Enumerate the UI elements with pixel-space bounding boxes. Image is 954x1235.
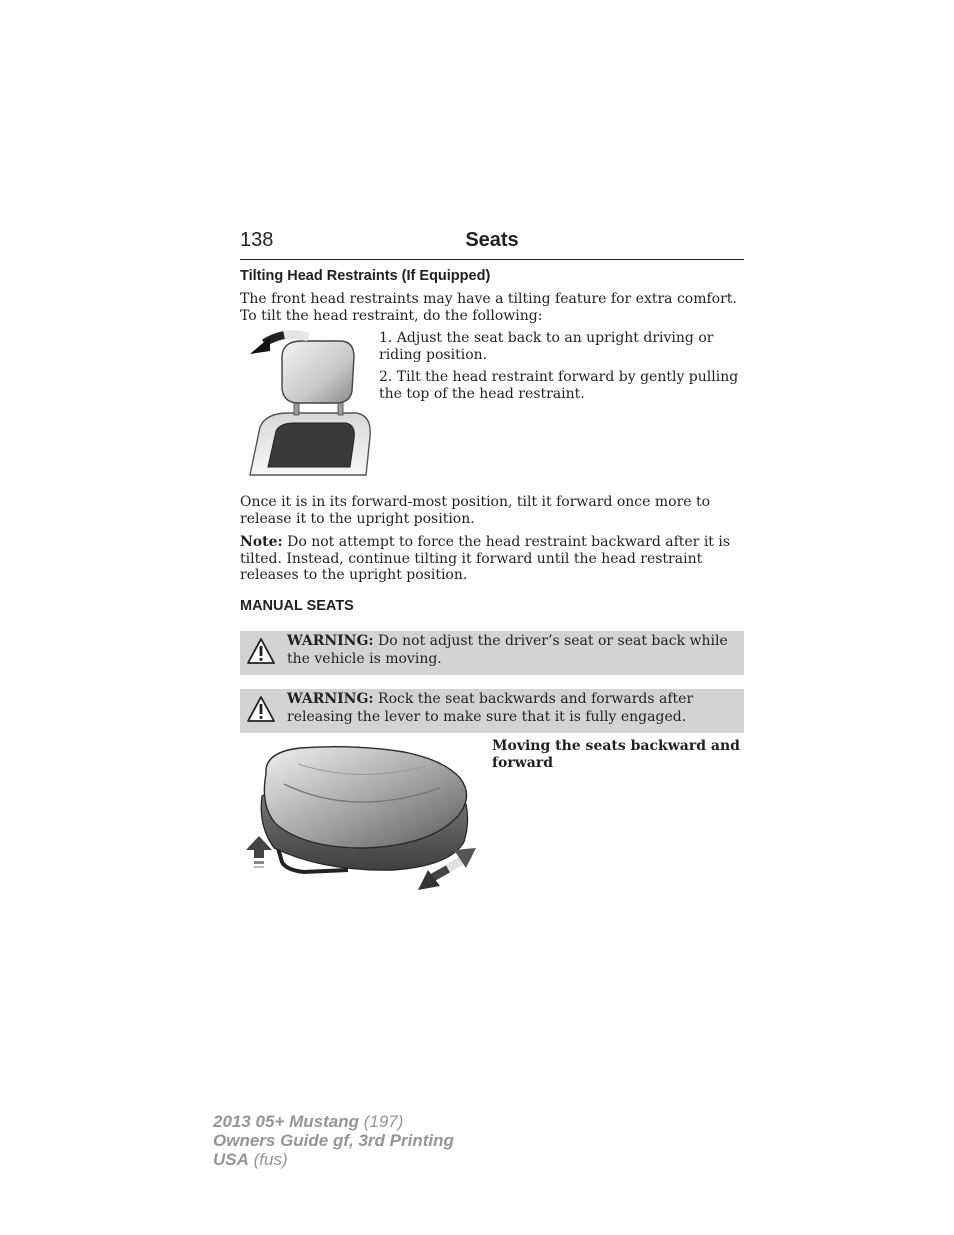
page-number: 138 [240,229,274,251]
section-title: Seats [465,229,519,251]
warning-label: WARNING: [287,691,374,707]
warning-box [240,631,744,675]
tilting-heading: Tilting Head Restraints (If Equipped) [240,268,491,284]
step-1: 1. Adjust the seat back to an upright driving or riding position. [379,330,714,363]
head-restraint-illustration [240,327,376,477]
warning-message: Do not adjust the driver’s seat or seat back while the vehicle is moving. [287,633,728,667]
seat-cushion-illustration [244,744,480,894]
warning-message: Rock the seat backwards and forwards after releasing the lever to make sure that it is fully engaged. [287,691,694,725]
seat-back [250,413,370,475]
warning-text [287,690,741,726]
note-text: Do not attempt to force the head restraint backward after it is tilted. Instead, continue tilting it forward until the head restraint releases to the upright position. [240,534,731,583]
footer-line-2 [213,1131,454,1150]
footer-model-code: (197) [359,1112,404,1131]
release-paragraph: Once it is in its forward-most position, tilt it forward once more to release it to the upright position. [240,494,711,527]
footer-line-1 [213,1112,454,1131]
footer-guide: Owners Guide gf, 3rd Printing [213,1131,454,1150]
warning-label: WARNING: [287,633,374,649]
footer-line-3 [213,1150,454,1169]
page-header [240,229,744,260]
warning-triangle-icon [246,637,276,665]
figure-caption: Moving the seats backward and forward [492,738,740,771]
cushion-top [264,747,466,848]
footer-market: USA [213,1150,249,1169]
footer [213,1112,454,1169]
manual-seats-heading: MANUAL SEATS [240,598,354,614]
footer-model: 2013 05+ Mustang [213,1112,359,1131]
warning-triangle-icon [246,695,276,723]
step-2: 2. Tilt the head restraint forward by gently pulling the top of the head restraint. [379,369,739,402]
tilting-intro: The front head restraints may have a tilting feature for extra comfort. To tilt the head restraint, do the following: [240,291,737,324]
warning-text [287,632,741,668]
note-label: Note: [240,534,283,550]
note-paragraph [240,534,744,584]
warning-box [240,689,744,733]
lift-arrow-icon [246,836,272,868]
head-restraint [282,341,354,403]
footer-market-code: (fus) [248,1150,288,1169]
